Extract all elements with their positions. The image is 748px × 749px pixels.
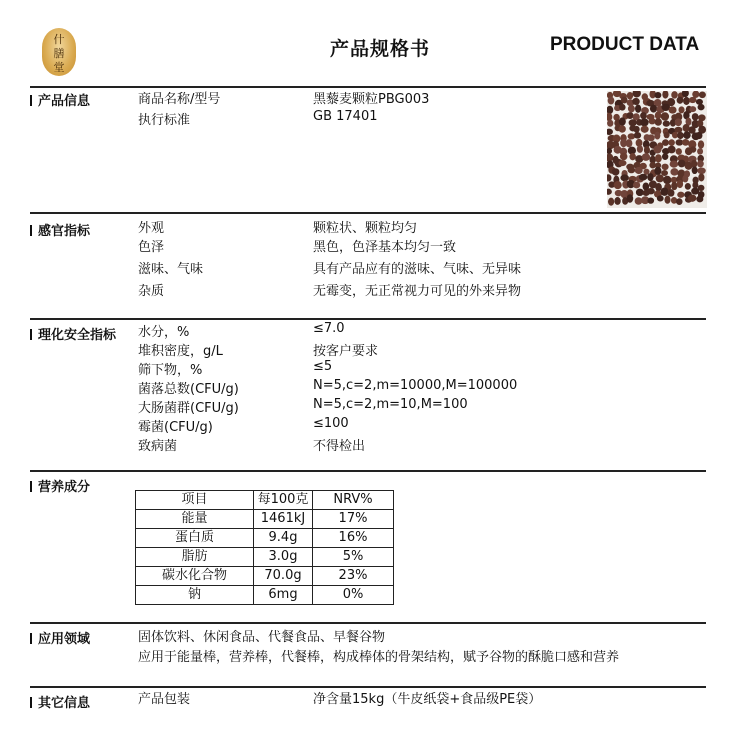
granule <box>697 148 703 155</box>
granule <box>641 126 649 133</box>
granule <box>639 174 647 181</box>
granule <box>626 139 633 147</box>
granule <box>650 105 657 113</box>
granule <box>662 164 669 170</box>
granule <box>608 97 615 105</box>
granule <box>668 146 676 154</box>
row-value: N=5,c=2,m=10000,M=100000 <box>313 378 518 393</box>
granule <box>683 97 690 105</box>
section-divider <box>30 622 706 624</box>
granule <box>628 105 635 112</box>
page-title-cn: 产品规格书 <box>330 38 431 60</box>
row-label: 商品名称/型号 <box>138 92 221 107</box>
row-label: 致病菌 <box>138 439 178 454</box>
granule <box>632 98 640 105</box>
table-header-cell: 每100克 <box>254 491 313 510</box>
row-label: 大肠菌群(CFU/g) <box>138 401 239 416</box>
table-row <box>136 586 394 605</box>
granule-image <box>607 91 707 208</box>
table-cell: 16% <box>313 529 394 548</box>
row-label: 霉菌(CFU/g) <box>138 420 213 435</box>
granule <box>675 118 682 126</box>
granule <box>661 170 668 176</box>
section-divider <box>30 212 706 214</box>
granule <box>699 91 706 98</box>
granule <box>654 167 661 175</box>
granule <box>635 167 643 174</box>
granule <box>637 145 643 153</box>
row-value: 颗粒状、颗粒均匀 <box>313 221 418 236</box>
granule <box>654 132 660 140</box>
granule <box>607 106 613 114</box>
granule <box>678 160 686 168</box>
brand-logo <box>42 28 76 76</box>
row-label: 滋味、气味 <box>138 262 204 277</box>
granule <box>698 104 705 110</box>
nutrition-table <box>135 490 394 605</box>
granule <box>619 117 626 125</box>
row-value: ≤100 <box>313 416 349 431</box>
granule <box>691 188 699 195</box>
table-header-cell: 项目 <box>136 491 254 510</box>
granule <box>607 120 613 127</box>
granule <box>627 92 633 99</box>
row-label: 水分，% <box>138 325 190 340</box>
table-header-cell: NRV% <box>313 491 394 510</box>
granule <box>677 132 684 139</box>
section-divider <box>30 318 706 320</box>
granule <box>677 97 684 104</box>
granule <box>607 174 611 181</box>
granule <box>688 194 697 201</box>
granule <box>670 160 679 167</box>
section-application: 应用领域 <box>30 628 90 647</box>
granule <box>676 148 682 155</box>
table-row <box>136 567 394 586</box>
granule <box>697 167 706 174</box>
granule <box>692 113 699 121</box>
logo-char-1: 什 <box>53 33 65 46</box>
granule <box>633 126 639 133</box>
row-value: 无霉变，无正常视力可见的外来异物 <box>313 284 522 299</box>
row-value: ≤7.0 <box>313 321 345 336</box>
granule <box>672 132 678 139</box>
granule <box>663 121 670 127</box>
granule <box>635 105 641 113</box>
granule <box>662 139 669 146</box>
granule <box>629 153 635 160</box>
granule <box>634 132 641 139</box>
granule <box>677 192 684 198</box>
granule <box>662 91 668 99</box>
granule <box>698 140 704 148</box>
granule <box>633 182 640 189</box>
section-product-info: 产品信息 <box>30 90 90 109</box>
granule <box>678 106 684 113</box>
granule <box>618 160 626 166</box>
table-cell: 蛋白质 <box>136 529 254 548</box>
granule <box>607 129 613 135</box>
granule <box>676 198 683 205</box>
granule <box>628 167 636 173</box>
section-physchem: 理化安全指标 <box>30 324 116 343</box>
table-cell: 脂肪 <box>136 548 254 567</box>
row-label: 杂质 <box>138 284 165 299</box>
row-value: ≤5 <box>313 359 333 374</box>
row-value: 净含量15kg（牛皮纸袋+食品级PE袋） <box>313 692 542 707</box>
granule <box>607 189 612 195</box>
granule <box>642 153 650 161</box>
table-cell: 70.0g <box>254 567 313 586</box>
row-label: 色泽 <box>138 240 165 255</box>
logo-char-3: 堂 <box>53 61 65 74</box>
page-title-en: PRODUCT DATA <box>550 34 700 55</box>
granule <box>697 160 704 167</box>
granule <box>677 180 683 188</box>
granule <box>614 197 620 205</box>
application-line-2: 应用于能量棒，营养棒，代餐棒，构成棒体的骨架结构，赋予谷物的酥脆口感和营养 <box>138 650 620 665</box>
granule <box>647 173 653 181</box>
table-row <box>136 510 394 529</box>
table-cell: 钠 <box>136 586 254 605</box>
row-value: 不得检出 <box>313 439 366 454</box>
granule <box>626 112 633 119</box>
granule <box>620 174 629 181</box>
granule <box>647 134 655 141</box>
table-row <box>136 529 394 548</box>
granule <box>614 181 622 189</box>
granule <box>619 125 626 132</box>
granule <box>692 167 698 175</box>
granule <box>620 153 628 161</box>
table-cell: 1461kJ <box>254 510 313 529</box>
table-cell: 9.4g <box>254 529 313 548</box>
row-label: 产品包装 <box>138 692 191 707</box>
granule <box>669 106 677 113</box>
granule <box>692 91 699 98</box>
table-row <box>136 548 394 567</box>
granule <box>690 146 696 152</box>
row-label: 堆积密度，g/L <box>138 344 223 359</box>
granule <box>683 131 690 139</box>
granule <box>696 196 703 203</box>
granule <box>696 132 703 139</box>
section-other: 其它信息 <box>30 692 90 711</box>
granule <box>655 111 662 119</box>
row-label: 执行标准 <box>138 113 191 128</box>
granule <box>682 175 688 183</box>
granule <box>671 91 678 99</box>
granule <box>689 97 697 103</box>
granule <box>698 173 704 181</box>
granule <box>627 194 634 203</box>
granule <box>621 97 628 104</box>
table-cell: 0% <box>313 586 394 605</box>
granule <box>640 112 647 119</box>
granule <box>661 112 669 120</box>
granule <box>608 198 614 206</box>
section-nutrition: 营养成分 <box>30 476 90 495</box>
granule <box>647 197 654 203</box>
granule <box>689 106 696 112</box>
table-cell: 碳水化合物 <box>136 567 254 586</box>
granule <box>661 188 669 196</box>
table-header-row <box>136 491 394 510</box>
row-value: 黑藜麦颗粒PBG003 <box>313 92 430 107</box>
granule <box>685 183 691 190</box>
granule <box>668 189 675 196</box>
granule <box>663 176 671 184</box>
granule <box>657 195 664 201</box>
row-value: 按客户要求 <box>313 344 379 359</box>
granule <box>612 168 620 175</box>
product-photo <box>607 91 707 208</box>
granule <box>647 188 655 194</box>
granule <box>692 182 698 189</box>
granule <box>662 153 668 160</box>
granule <box>655 118 662 125</box>
granule <box>655 92 662 98</box>
table-cell: 17% <box>313 510 394 529</box>
table-cell: 能量 <box>136 510 254 529</box>
granule <box>653 145 661 153</box>
granule <box>619 104 625 111</box>
granule <box>671 182 677 190</box>
granule <box>664 196 670 204</box>
granule <box>644 146 650 154</box>
row-label: 菌落总数(CFU/g) <box>138 382 239 397</box>
row-value: 黑色，色泽基本均匀一致 <box>313 240 457 255</box>
table-cell: 23% <box>313 567 394 586</box>
granule <box>670 168 678 175</box>
granule <box>655 154 662 162</box>
row-value: N=5,c=2,m=10,M=100 <box>313 397 468 412</box>
application-line-1: 固体饮料、休闲食品、代餐食品、早餐谷物 <box>138 630 386 645</box>
row-label: 筛下物，% <box>138 363 203 378</box>
table-cell: 5% <box>313 548 394 567</box>
section-sensory: 感官指标 <box>30 220 90 239</box>
row-label: 外观 <box>138 221 165 236</box>
table-cell: 3.0g <box>254 548 313 567</box>
row-value: 具有产品应有的滋味、气味、无异味 <box>313 262 522 277</box>
granule <box>640 118 649 126</box>
logo-char-2: 膳 <box>53 47 65 60</box>
section-divider <box>30 470 706 472</box>
granule <box>664 132 670 138</box>
table-cell: 6mg <box>254 586 313 605</box>
granule <box>632 91 640 97</box>
granule <box>656 174 664 182</box>
granule <box>668 139 674 146</box>
row-value: GB 17401 <box>313 109 378 124</box>
